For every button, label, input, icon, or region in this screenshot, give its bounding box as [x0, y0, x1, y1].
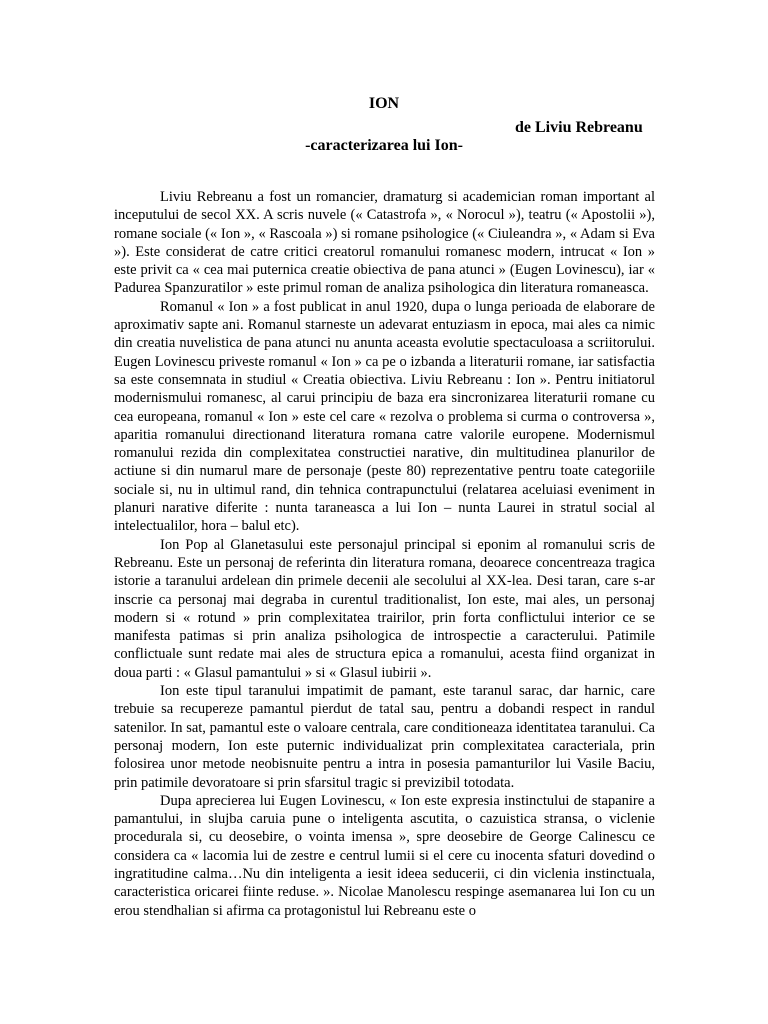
paragraph-5: Dupa aprecierea lui Eugen Lovinescu, « Ion este expresia instinctului de stapanire a pamantului, in slujba caruia pune o inteligenta ascutita, o cazuistica stransa, o viclenie procedurala si, cu deosebire, o vointa imensa », spre deosebire de George Calinescu ce considera ca « lacomia lui de zestre e centrul lumii si el cere cu inocenta sfaturi dovedind o ingratitudine calma…Nu din inteligenta a iesit ideea seducerii, ci din viclenia instinctuala, caracteristica oricarei fiinte reduse. ». Nicolae Manolescu respinge asemanarea lui Ion cu un erou stendhalian si afirma ca protagonistul lui Rebreanu este o — [114, 792, 655, 919]
paragraph-2: Romanul « Ion » a fost publicat in anul 1920, dupa o lunga perioada de elaborare de aproximativ sapte ani. Romanul starneste un adevarat entuziasm in epoca, mai ales ca nimic din creatia nuvelistica de pana atunci nu anunta aceasta evolutie spectaculoasa a scriitorului. Eugen Lovinescu priveste romanul « Ion » ca pe o izbanda a literaturii romane, iar satisfactia sa este consemnata in studiul « Creatia obiectiva. Liviu Rebreanu : Ion ». Pentru initiatorul modernismului romanesc, al carui principiu de baza era sincronizarea literaturii romane cu cea europeana, romanul « Ion » este cel care « rezolva o problema si curma o controversa », aparitia romanului directionand literatura romana catre valorile europene. Modernismul romanului rezida din complexitatea constructiei narative, din multitudinea planurilor de actiune si din numarul mare de personaje (peste 80) reprezentative pentru toate categoriile sociale si, nu in ultimul rand, din tehnica contrapunctului (relatarea aceluiasi eveniment in planuri narative diferite : nunta taraneasca a lui Ion – nunta Laurei in stratul social al intelectualilor, hora – balul etc). — [114, 298, 655, 535]
paragraph-1: Liviu Rebreanu a fost un romancier, dramaturg si academician roman important al inceputului de secol XX. A scris nuvele (« Catastrofa », « Norocul »), teatru (« Apostolii »), romane sociale (« Ion », « Rascoala ») si romane psihologice (« Ciuleandra », « Adam si Eva »). Este considerat de catre critici creatorul romanului romanesc modern, intrucat « Ion » este privit ca « cea mai puternica creatie obiectiva de pana atunci » (Eugen Lovinescu), iar « Padurea Spanzuratilor » este primul roman de analiza psihologica din literatura romaneasca. — [114, 189, 655, 297]
paragraph-4: Ion este tipul taranului impatimit de pamant, este taranul sarac, dar harnic, care trebuie sa recupereze pamantul pierdut de tatal sau, pentru a dobandi respect in randul satenilor. In sat, pamantul este o valoare centrala, care conditioneaza identitatea taranului. Ca personaj modern, Ion este puternic individualizat prin complexitatea caracteriala, prin folosirea unor metode neobisnuite pentru a intra in posesia pamanturilor lui Vasile Baciu, prin patimile devoratoare si prin sfarsitul tragic si previzibil totodata. — [114, 683, 655, 791]
document-title: ION — [368, 95, 400, 112]
document-body — [114, 188, 655, 920]
document-subtitle: -caracterizarea lui Ion- — [305, 137, 463, 154]
paragraph-3: Ion Pop al Glanetasului este personajul principal si eponim al romanului scris de Rebreanu. Este un personaj de referinta din literatura romana, deoarece concentreaza tragica istorie a taranului ardelean din primele decenii ale secolului al XX-lea. Desi taran, care s-ar inscrie ca personaj mai degraba in curentul traditionalist, Ion este, mai ales, un personaj modern si « rotund » prin complexitatea trairilor, prin forta conflictului interior ce se manifesta patimas si prin analiza psihologica de introspectie a caracterului. Patimile conflictuale sunt redate mai ales de structura epica a romanului, acesta fiind organizat in doua parti : « Glasul pamantului » si « Glasul iubirii ». — [114, 536, 655, 681]
document-author: de Liviu Rebreanu — [515, 119, 643, 136]
